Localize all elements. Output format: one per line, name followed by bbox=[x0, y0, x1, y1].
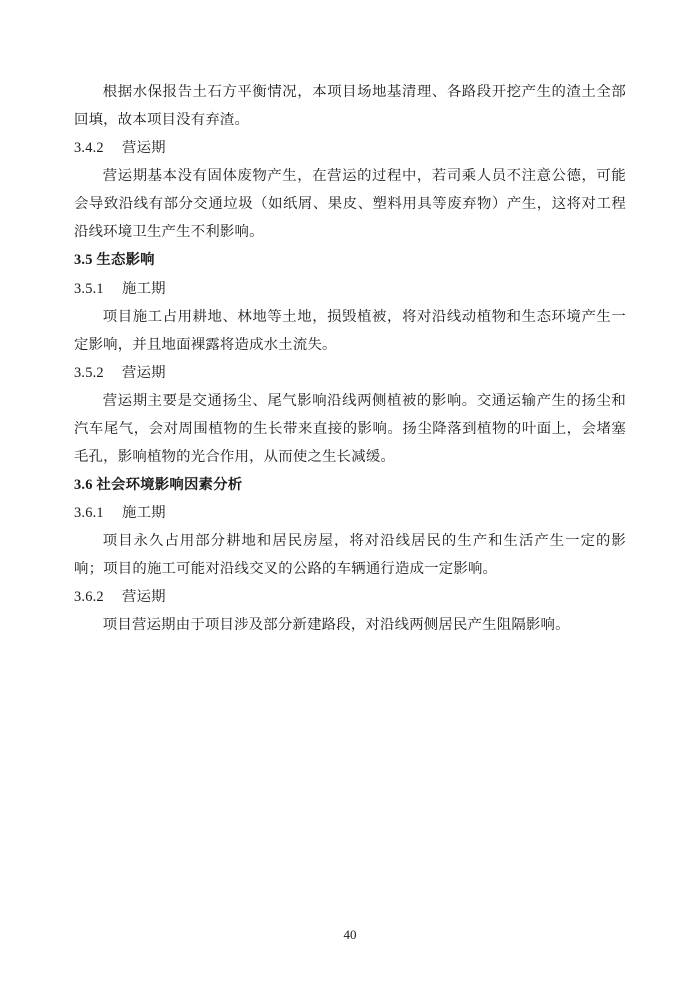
document-body bbox=[74, 78, 626, 640]
paragraph: 根据水保报告土石方平衡情况，本项目场地基清理、各路段开挖产生的渣土全部回填，故本项目没有弃渣。 bbox=[74, 84, 626, 129]
page-number: 40 bbox=[343, 927, 357, 942]
section-heading bbox=[74, 583, 626, 611]
section-title: 营运期 bbox=[122, 364, 166, 381]
section-heading bbox=[74, 471, 626, 499]
section-title: 营运期 bbox=[122, 589, 166, 606]
section-title: 施工期 bbox=[122, 505, 166, 522]
section-heading bbox=[74, 134, 626, 162]
section-heading bbox=[74, 359, 626, 387]
section-number: 3.6 bbox=[74, 477, 93, 494]
section-title: 施工期 bbox=[122, 280, 166, 297]
paragraph: 营运期基本没有固体废物产生，在营运的过程中，若司乘人员不注意公德，可能会导致沿线有部分交通垃圾（如纸屑、果皮、塑料用具等废弃物）产生，这将对工程沿线环境卫生产生不利影响。 bbox=[74, 168, 626, 241]
section-number: 3.4.2 bbox=[74, 140, 104, 157]
paragraph: 营运期主要是交通扬尘、尾气影响沿线两侧植被的影响。交通运输产生的扬尘和汽车尾气，会对周围植物的生长带来直接的影响。扬尘降落到植物的叶面上，会堵塞毛孔，影响植物的光合作用，从而使之生长减缓。 bbox=[74, 392, 626, 466]
section-number: 3.5.2 bbox=[74, 364, 104, 381]
section-number: 3.6.1 bbox=[74, 505, 104, 522]
section-number: 3.5.1 bbox=[74, 280, 104, 297]
section-heading bbox=[74, 275, 626, 303]
section-heading bbox=[74, 499, 626, 527]
paragraph: 项目永久占用部分耕地和居民房屋，将对沿线居民的生产和生活产生一定的影响；项目的施工可能对沿线交叉的公路的车辆通行造成一定影响。 bbox=[74, 533, 626, 578]
section-number: 3.6.2 bbox=[74, 589, 104, 606]
section-title: 营运期 bbox=[122, 140, 166, 157]
section-title: 社会环境影响因素分析 bbox=[96, 477, 243, 494]
section-title: 生态影响 bbox=[96, 252, 155, 269]
section-number: 3.5 bbox=[74, 252, 93, 269]
paragraph: 项目施工占用耕地、林地等土地，损毁植被，将对沿线动植物和生态环境产生一定影响，并且地面裸露将造成水土流失。 bbox=[74, 308, 626, 353]
section-heading bbox=[74, 246, 626, 274]
paragraph: 项目营运期由于项目涉及部分新建路段，对沿线两侧居民产生阻隔影响。 bbox=[102, 617, 570, 634]
